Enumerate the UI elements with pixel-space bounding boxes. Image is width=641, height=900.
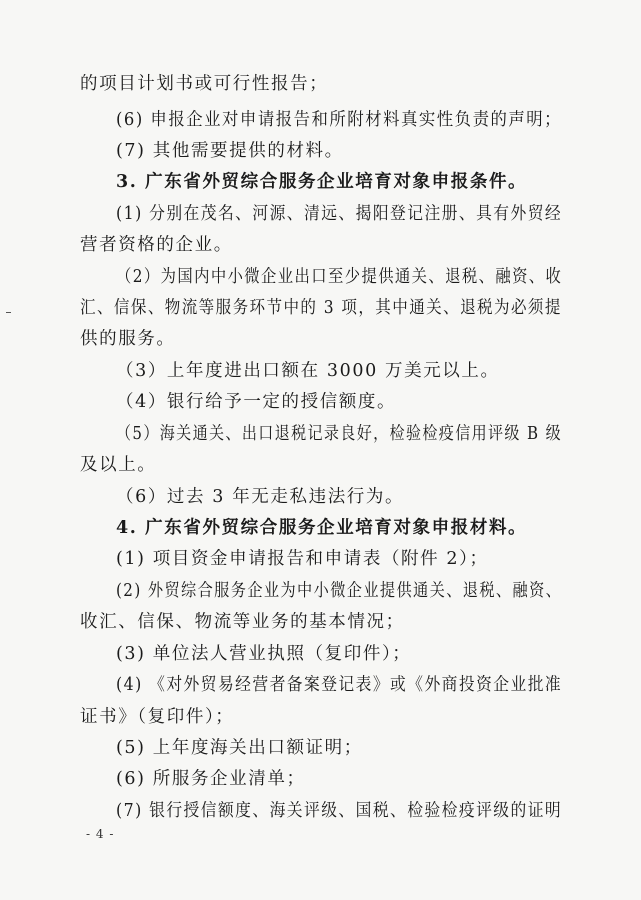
body-line: 营者资格的企业。 xyxy=(80,235,233,255)
section-heading: 3. 广东省外贸综合服务企业培育对象申报条件。 xyxy=(116,172,528,192)
body-line: (7) 银行授信额度、海关评级、国税、检验检疫评级的证明 xyxy=(116,801,563,821)
body-line: (1) 分别在茂名、河源、清远、揭阳登记注册、具有外贸经 xyxy=(116,204,563,224)
section-heading: 4. 广东省外贸综合服务企业培育对象申报材料。 xyxy=(116,518,528,538)
body-line: 及以上。 xyxy=(80,455,157,475)
body-line: （5）海关通关、出口退税记录良好，检验检疫信用评级 B 级 xyxy=(116,424,563,444)
body-line: (6) 申报企业对申请报告和所附材料真实性负责的声明； xyxy=(116,110,563,130)
scan-mark xyxy=(6,312,11,313)
page-number: - 4 - xyxy=(86,827,115,841)
body-line: (6) 所服务企业清单； xyxy=(116,769,306,789)
body-line: 收汇、信保、物流等业务的基本情况； xyxy=(80,612,405,632)
body-line: (7) 其他需要提供的材料。 xyxy=(116,141,344,161)
body-line: 供的服务。 xyxy=(80,329,176,349)
body-line: 证书》（复印件）； xyxy=(80,707,235,727)
body-line: (4) 《对外贸易经营者备案登记表》或《外商投资企业批准 xyxy=(116,675,563,695)
body-line: （6）过去 3 年无走私违法行为。 xyxy=(116,487,405,507)
body-line: 汇、信保、物流等服务环节中的 3 项，其中通关、退税为必须提 xyxy=(80,298,562,318)
body-line: (2) 外贸综合服务企业为中小微企业提供通关、退税、融资、 xyxy=(116,581,563,601)
body-line: (3) 单位法人营业执照（复印件）； xyxy=(116,644,412,664)
body-line: (1) 项目资金申请报告和申请表（附件 2）； xyxy=(116,549,489,569)
body-line: （2）为国内中小微企业出口至少提供通关、退税、融资、收 xyxy=(116,267,563,287)
body-line: （4）银行给予一定的授信额度。 xyxy=(116,392,397,412)
body-line: (5) 上年度海关出口额证明； xyxy=(116,738,363,758)
body-line: 的项目计划书或可行性报告； xyxy=(80,74,329,94)
body-line: （3）上年度进出口额在 3000 万美元以上。 xyxy=(116,361,500,381)
